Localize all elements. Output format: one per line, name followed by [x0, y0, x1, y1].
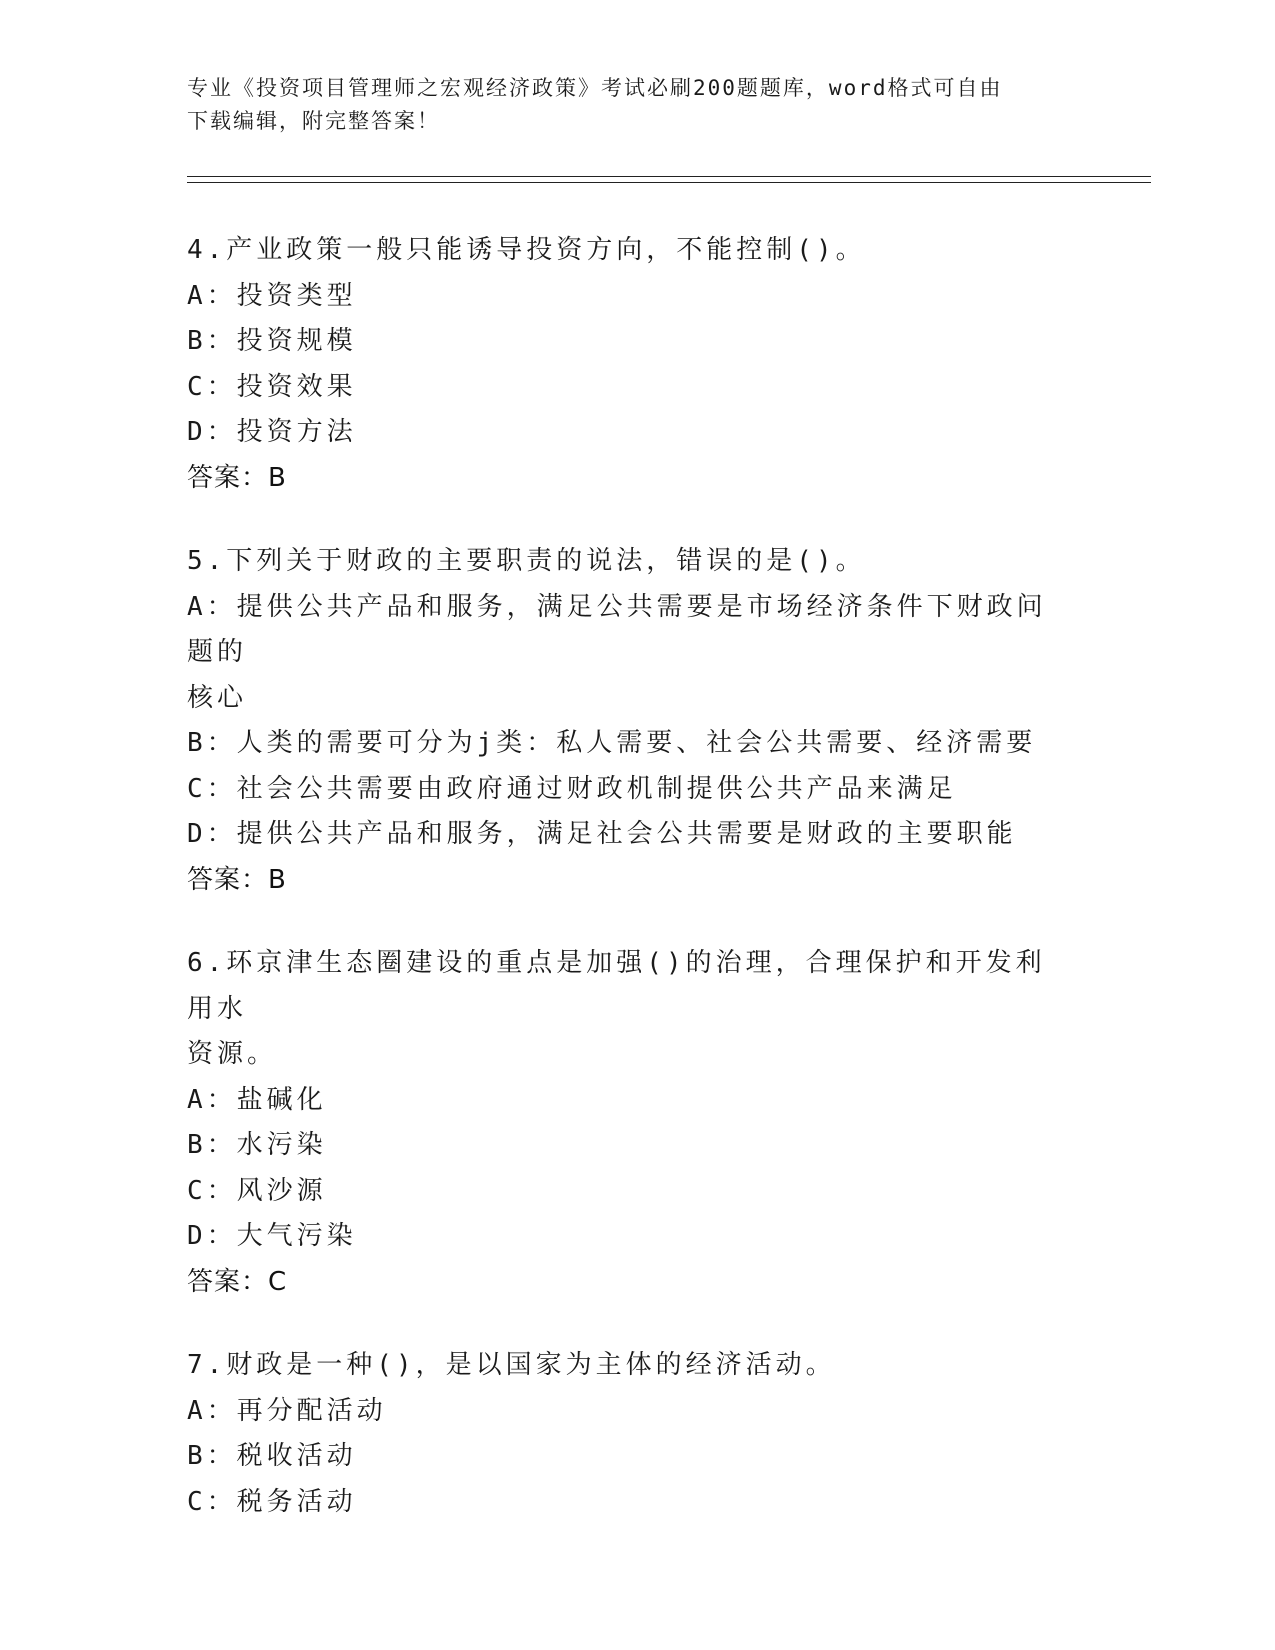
option-a: A：盐碱化 — [187, 1084, 327, 1115]
question-7 — [187, 1343, 1067, 1525]
question-stem: 7.财政是一种()，是以国家为主体的经济活动。 — [187, 1350, 836, 1380]
question-stem: 4.产业政策一般只能诱导投资方向，不能控制()。 — [187, 235, 866, 265]
question-stem: 6.环京津生态圈建设的重点是加强()的治理，合理保护和开发利用水 — [187, 948, 1046, 1024]
answer: 答案：C — [187, 1266, 288, 1297]
option-c: C：投资效果 — [187, 371, 357, 402]
question-stem-continued: 资源。 — [187, 1039, 278, 1069]
option-d: D：大气污染 — [187, 1221, 357, 1251]
document-header — [187, 72, 1067, 138]
question-6 — [187, 941, 1067, 1305]
option-a: A：投资类型 — [187, 280, 357, 311]
header-line-1: 专业《投资项目管理师之宏观经济政策》考试必刷200题题库，word格式可自由 — [187, 76, 1003, 100]
question-list — [187, 228, 1067, 1563]
option-a: A：提供公共产品和服务，满足公共需要是市场经济条件下财政问题的 — [187, 591, 1047, 667]
option-d: D：投资方法 — [187, 417, 357, 447]
question-stem: 5.下列关于财政的主要职责的说法，错误的是()。 — [187, 546, 866, 576]
option-b: B：水污染 — [187, 1130, 327, 1160]
option-b: B：人类的需要可分为j类：私人需要、社会公共需要、经济需要 — [187, 728, 1037, 758]
answer: 答案：B — [187, 462, 287, 493]
option-d: D：提供公共产品和服务，满足社会公共需要是财政的主要职能 — [187, 819, 1017, 849]
option-a-continued: 核心 — [187, 682, 248, 713]
option-b: B：税收活动 — [187, 1441, 357, 1471]
option-a: A：再分配活动 — [187, 1395, 387, 1426]
option-b: B：投资规模 — [187, 326, 357, 356]
option-c: C：风沙源 — [187, 1175, 327, 1206]
answer: 答案：B — [187, 864, 287, 895]
question-5 — [187, 539, 1067, 903]
header-divider-bottom — [187, 182, 1151, 183]
option-c: C：税务活动 — [187, 1486, 357, 1517]
header-divider-top — [187, 176, 1151, 177]
option-c: C：社会公共需要由政府通过财政机制提供公共产品来满足 — [187, 773, 957, 804]
question-4 — [187, 228, 1067, 501]
header-line-2: 下载编辑，附完整答案！ — [187, 109, 440, 133]
